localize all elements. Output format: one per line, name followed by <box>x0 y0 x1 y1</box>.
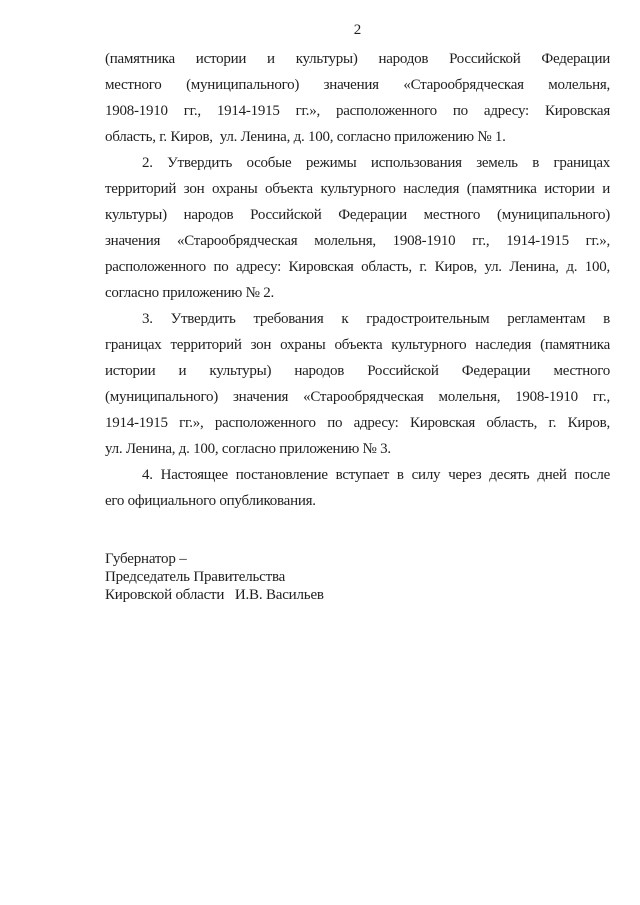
text-line: 1908-1910 гг., 1914-1915 гг.», расположенного по адресу: Кировская <box>105 103 610 119</box>
paragraph-3 <box>105 306 610 462</box>
paragraph-2 <box>105 150 610 306</box>
text-line: 4. Настоящее постановление вступает в силу через десять дней после <box>142 467 610 483</box>
document-body <box>105 46 610 514</box>
signature-block <box>105 550 610 604</box>
page-number: 2 <box>353 22 362 38</box>
signature-title-line: Губернатор – <box>105 551 187 567</box>
text-line: 3. Утвердить требования к градостроительным регламентам в <box>142 311 610 327</box>
paragraph-4 <box>105 462 610 514</box>
text-line: 2. Утвердить особые режимы использования земель в границах <box>142 155 610 171</box>
signature-name-line: Кировской области И.В. Васильев <box>105 587 324 603</box>
text-line: истории и культуры) народов Российской Федерации местного <box>105 363 610 379</box>
text-line: значения «Старообрядческая молельня, 1908-1910 гг., 1914-1915 гг.», <box>105 233 610 249</box>
text-line: (муниципального) значения «Старообрядческая молельня, 1908-1910 гг., <box>105 389 610 405</box>
text-line: границах территорий зон охраны объекта культурного наследия (памятника <box>105 337 610 353</box>
text-line: (памятника истории и культуры) народов Российской Федерации <box>105 51 610 67</box>
text-line: расположенного по адресу: Кировская область, г. Киров, ул. Ленина, д. 100, <box>105 259 610 275</box>
text-line: территорий зон охраны объекта культурного наследия (памятника истории и <box>105 181 610 197</box>
text-line: согласно приложению № 2. <box>105 285 274 301</box>
text-line: культуры) народов Российской Федерации местного (муниципального) <box>105 207 610 223</box>
text-line: его официального опубликования. <box>105 493 316 509</box>
text-line: ул. Ленина, д. 100, согласно приложению № 3. <box>105 441 391 457</box>
text-line: местного (муниципального) значения «Старообрядческая молельня, <box>105 77 610 93</box>
text-line: область, г. Киров, ул. Ленина, д. 100, согласно приложению № 1. <box>105 129 506 145</box>
text-line: 1914-1915 гг.», расположенного по адресу: Кировская область, г. Киров, <box>105 415 610 431</box>
paragraph-1 <box>105 46 610 150</box>
signature-title-line: Председатель Правительства <box>105 569 286 585</box>
